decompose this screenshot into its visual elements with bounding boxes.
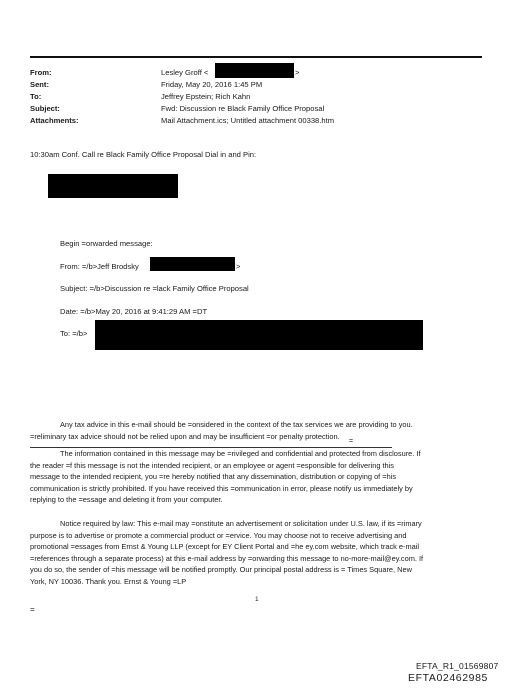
from-value-tail: > [295,68,300,77]
subject-value: Fwd: Discussion re Black Family Office Proposal [161,104,325,113]
redaction-block [95,320,423,350]
document-ref-large: EFTA02462985 [408,672,488,684]
confidential-line: The information contained in this message may be =rivileged and confidential and protected from disclosure. If [60,449,421,458]
subject-label: Subject: [30,104,60,113]
redaction-block [150,257,235,271]
forwarded-begin: Begin =orwarded message: [60,239,153,248]
redaction-block [215,63,294,78]
tax-line: Any tax advice in this e-mail should be =onsidered in the context of the tax services we are providing to you. [60,420,413,429]
forwarded-date: Date: =/b>May 20, 2016 at 9:41:29 AM =DT [60,307,208,316]
attachments-value: Mail Attachment.ics; Untitled attachment 00338.htm [161,116,335,125]
from-value: Lesley Groff < [161,68,209,77]
tax-line: =reliminary tax advice should not be relied upon and may be insufficient =or penalty protection. [30,431,340,441]
legal-notice-paragraph [30,518,423,588]
redaction-block [48,174,178,198]
notice-line: you do so, the sender of =his message will be notified promptly. Our principal postal address is = Times Square, New [30,565,412,575]
confidential-line: replying to the =essage and deleting it from your computer. [30,495,223,505]
confidentiality-paragraph [30,448,421,506]
notice-line: Notice required by law: This e-mail may =onstitute an advertisement or solicitation under U.S. law, if its =rimary [60,519,422,528]
confidential-line: communication is strictly prohibited. If you have received this =ommunication in error, please notify us immediately by [30,483,413,493]
intro-line: 10:30am Conf. Call re Black Family Office Proposal Dial in and Pin: [30,150,257,159]
forwarded-to: To: =/b> [60,329,88,338]
document-ref-small: EFTA_R1_01569807 [416,661,499,671]
attachments-label: Attachments: [30,116,79,125]
page-number: 1 [255,596,259,603]
notice-line: purpose is to advertise or promote a commercial product or =ervice. You may choose not to receive advertising and [30,530,407,540]
separator-mark: = [349,438,354,445]
tax-advice-paragraph [30,419,413,442]
from-label: From: [30,68,52,77]
to-value: Jeffrey Epstein; Rich Kahn [161,92,251,101]
confidential-line: message to the intended recipient, you =re hereby notified that any dissemination, distribution or copying of =his [30,472,397,482]
notice-line: =references through a separate process) at this e-mail address by =orwarding this message to no-more-mail@ey.com. If [30,553,424,563]
notice-line: York, NY 10036. Thank you. Ernst & Young =LP [30,576,187,586]
to-label: To: [30,92,42,101]
notice-line: promotional =essages from Ernst & Young LLP (except for EY Client Portal and =he ey.com website, which track e-mail [30,542,420,552]
sent-value: Friday, May 20, 2016 1:45 PM [161,80,263,89]
header-top-rule [30,56,482,58]
sent-label: Sent: [30,80,49,89]
forwarded-from-tail: > [236,262,241,271]
trailing-mark: = [30,605,35,614]
forwarded-subject: Subject: =/b>Discussion re =lack Family Office Proposal [60,284,249,293]
forwarded-from: From: =/b>Jeff Brodsky [60,262,139,271]
confidential-line: the reader =f this message is not the intended recipient, or an employee or agent =esponsible for delivering this [30,460,395,470]
